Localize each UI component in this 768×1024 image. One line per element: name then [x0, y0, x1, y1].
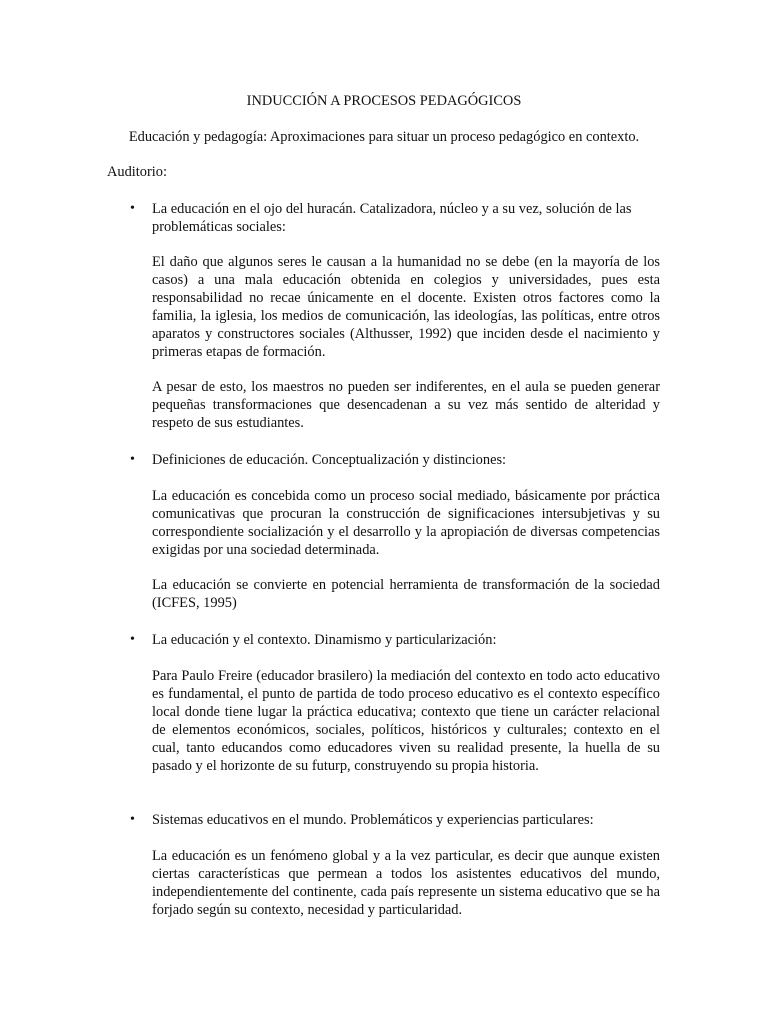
paragraph: La educación es concebida como un proceso social mediado, básicamente por práctica comunicativas que procuran la construcción de significaciones intersubjetivas y su correspondiente socialización y el desarrollo y la apropiación de diversas competencias exigidas por una sociedad determinada.	[152, 488, 660, 558]
paragraph: A pesar de esto, los maestros no pueden ser indiferentes, en el aula se pueden generar pequeñas transformaciones que desencadenan a su vez más sentido de alteridad y respeto de sus estudiantes.	[152, 379, 660, 431]
document-title: INDUCCIÓN A PROCESOS PEDAGÓGICOS	[246, 93, 522, 109]
bullet-icon: •	[130, 452, 135, 467]
bullet-heading: La educación y el contexto. Dinamismo y particularización:	[152, 632, 497, 648]
paragraph: Para Paulo Freire (educador brasilero) la mediación del contexto en todo acto educativo es fundamental, el punto de partida de todo proceso educativo es el contexto específico local donde tiene lugar la práctica educativa; contexto que tiene un carácter relacional de elementos económicos, sociales, políticos, históricos y culturales; contexto en el cual, tanto educandos como educadores viven su realidad presente, la huella de su pasado y el horizonte de su futurp, construyendo su propia historia.	[152, 668, 660, 774]
paragraph: El daño que algunos seres le causan a la humanidad no se debe (en la mayoría de los casos) a una mala educación obtenida en colegios y universidades, pues esta responsabilidad no recae únicamente en el docente. Existen otros factores como la familia, la iglesia, los medios de comunicación, las ideologías, las políticas, entre otros aparatos y constructores sociales (Althusser, 1992) que inciden desde el nacimiento y primeras etapas de formación.	[152, 254, 660, 360]
paragraph: La educación es un fenómeno global y a la vez particular, es decir que aunque existen ciertas características que permean a todos los asistentes educativos del mundo, independientemente del continente, cada país represente un sistema educativo que se ha forjado según su contexto, necesidad y particularidad.	[152, 848, 660, 918]
bullet-icon: •	[130, 812, 135, 827]
document-subtitle: Educación y pedagogía: Aproximaciones para situar un proceso pedagógico en contexto.	[128, 129, 640, 145]
bullet-icon: •	[130, 201, 135, 216]
bullet-icon: •	[130, 632, 135, 647]
section-label: Auditorio:	[107, 164, 167, 180]
bullet-heading: Definiciones de educación. Conceptualización y distinciones:	[152, 452, 507, 468]
bullet-heading: La educación en el ojo del huracán. Catalizadora, núcleo y a su vez, solución de las problemáticas sociales:	[152, 201, 632, 235]
paragraph: La educación se convierte en potencial herramienta de transformación de la sociedad (ICFES, 1995)	[152, 577, 660, 611]
bullet-heading: Sistemas educativos en el mundo. Problemáticos y experiencias particulares:	[152, 812, 594, 828]
